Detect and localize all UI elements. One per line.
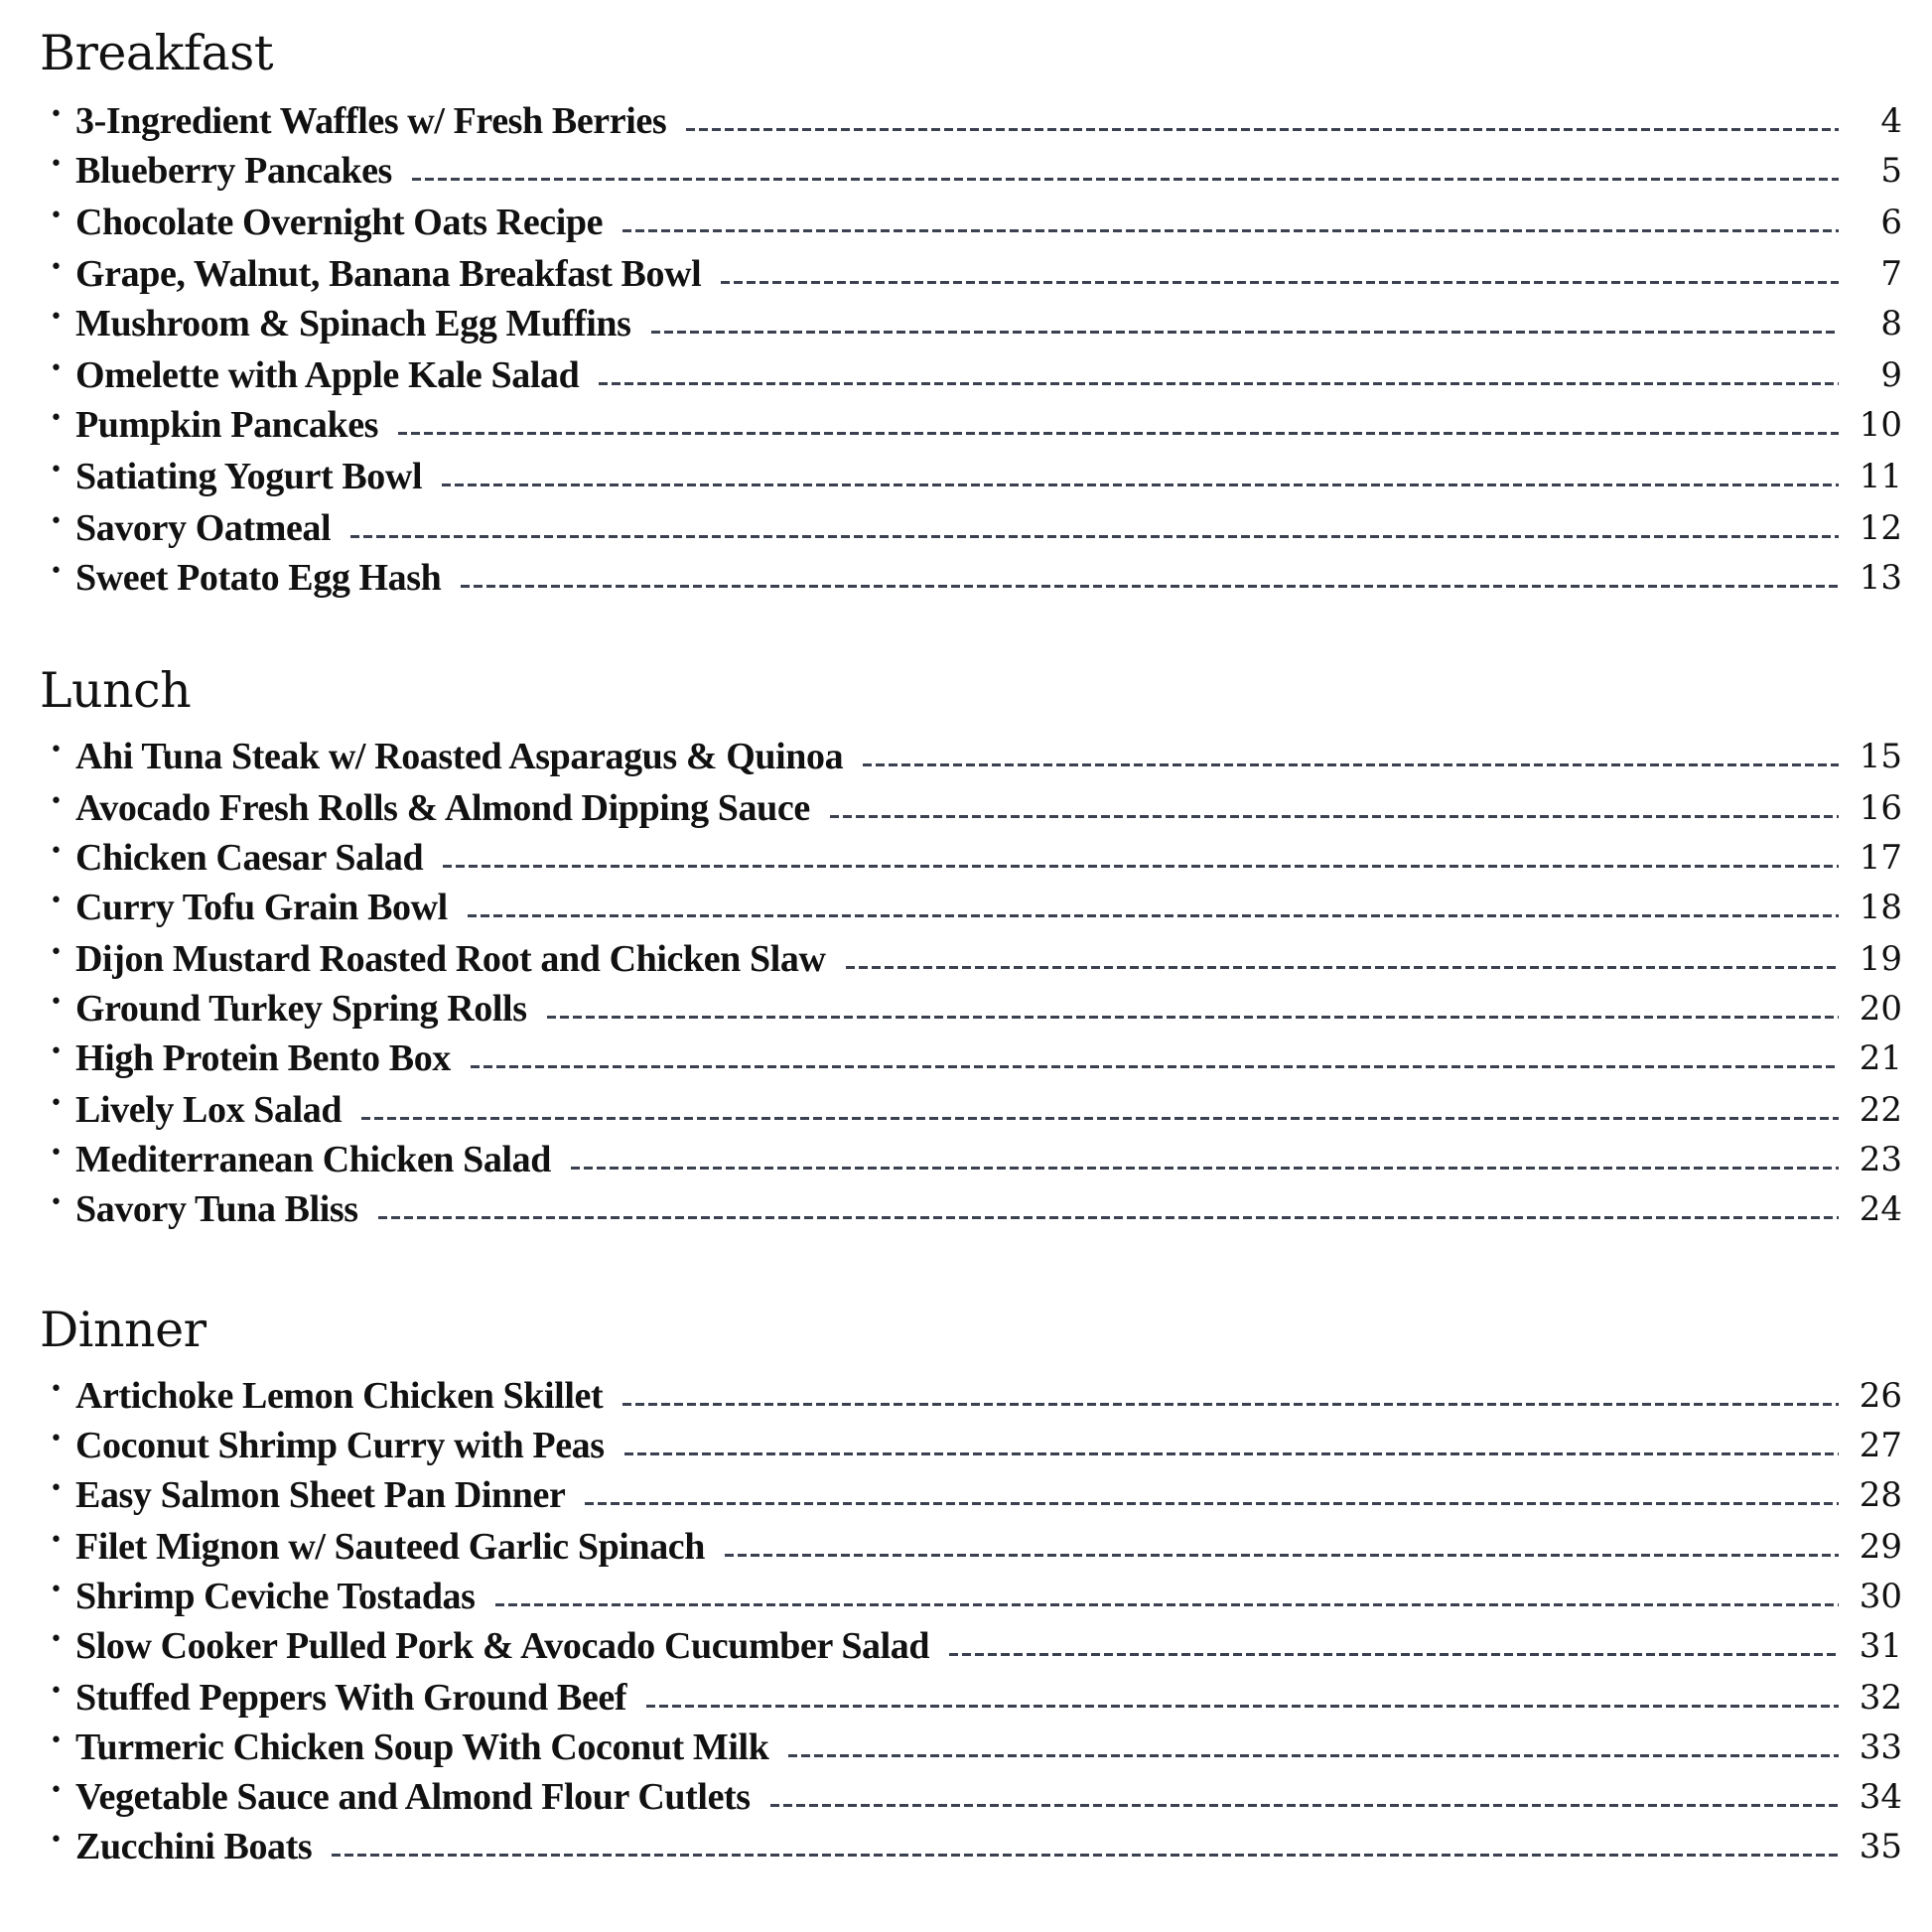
entry-title: Mediterranean Chicken Salad	[75, 1139, 551, 1180]
toc-entry[interactable]	[48, 1465, 1902, 1515]
bullet-icon: •	[50, 1190, 63, 1215]
bullet-icon: •	[50, 1528, 63, 1553]
dot-leader	[443, 865, 1839, 868]
page-number: 33	[1859, 1727, 1902, 1767]
dot-leader	[646, 1705, 1839, 1708]
toc-entry[interactable]	[48, 141, 1902, 191]
entry-title: Ground Turkey Spring Rolls	[75, 988, 527, 1030]
page-number: 11	[1859, 457, 1902, 496]
toc-entry[interactable]	[48, 395, 1902, 445]
entry-title: Shrimp Ceviche Tostadas	[75, 1576, 476, 1617]
dot-leader	[398, 432, 1839, 435]
entry-title: Satiating Yogurt Bowl	[75, 456, 423, 497]
page-number: 19	[1859, 939, 1902, 979]
section-lunch	[0, 661, 1932, 1257]
entry-title: 3-Ingredient Waffles w/ Fresh Berries	[75, 100, 667, 142]
toc-entry[interactable]	[48, 828, 1902, 878]
section-title: Lunch	[40, 662, 192, 719]
toc-entry[interactable]	[48, 91, 1902, 141]
dot-leader	[721, 281, 1839, 284]
bullet-icon: •	[50, 1377, 63, 1402]
dot-leader	[442, 483, 1839, 486]
bullet-icon: •	[50, 1141, 63, 1166]
page-number: 6	[1880, 203, 1902, 242]
bullet-icon: •	[50, 1828, 63, 1853]
toc-entry[interactable]	[48, 447, 1902, 496]
page-number: 32	[1859, 1678, 1902, 1718]
dot-leader	[461, 585, 1839, 588]
bullet-icon: •	[50, 509, 63, 534]
page-number: 29	[1859, 1527, 1902, 1567]
toc-entry[interactable]	[48, 548, 1902, 598]
page-number: 4	[1880, 101, 1902, 141]
dot-leader	[622, 1403, 1839, 1406]
entry-title: Chicken Caesar Salad	[75, 837, 424, 879]
entry-title: Lively Lox Salad	[75, 1089, 343, 1131]
section-title: Dinner	[40, 1302, 207, 1358]
bullet-icon: •	[50, 1728, 63, 1753]
entry-title: Stuffed Peppers With Ground Beef	[75, 1677, 627, 1719]
entry-title: Turmeric Chicken Soup With Coconut Milk	[75, 1726, 769, 1768]
entry-title: Mushroom & Spinach Egg Muffins	[75, 303, 631, 345]
toc-entry[interactable]	[48, 1130, 1902, 1179]
dot-leader	[495, 1603, 1839, 1606]
bullet-icon: •	[50, 1627, 63, 1652]
page-number: 12	[1859, 508, 1902, 548]
entry-title: Savory Tuna Bliss	[75, 1188, 358, 1230]
dot-leader	[725, 1554, 1839, 1557]
toc-entry[interactable]	[48, 1616, 1902, 1666]
page-number: 35	[1859, 1827, 1902, 1866]
entry-title: Slow Cooker Pulled Pork & Avocado Cucumber Salad	[75, 1625, 930, 1667]
entry-title: Filet Mignon w/ Sauteed Garlic Spinach	[75, 1526, 705, 1568]
page-number: 7	[1880, 254, 1902, 294]
toc-entry[interactable]	[48, 929, 1902, 979]
bullet-icon: •	[50, 356, 63, 381]
toc-entry[interactable]	[48, 878, 1902, 927]
entry-title: Ahi Tuna Steak w/ Roasted Asparagus & Quinoa	[75, 736, 844, 777]
entry-title: Vegetable Sauce and Almond Flour Cutlets	[75, 1776, 751, 1818]
entry-list	[0, 661, 1932, 1257]
toc-entry[interactable]	[48, 1179, 1902, 1229]
dot-leader	[350, 535, 1839, 538]
entry-title: Chocolate Overnight Oats Recipe	[75, 202, 604, 243]
bullet-icon: •	[50, 152, 63, 177]
toc-entry[interactable]	[48, 345, 1902, 395]
toc-entry[interactable]	[48, 1718, 1902, 1767]
entry-title: Dijon Mustard Roasted Root and Chicken Slaw	[75, 938, 826, 980]
dot-leader	[863, 763, 1839, 766]
toc-entry[interactable]	[48, 1080, 1902, 1130]
section-title: Breakfast	[40, 25, 274, 81]
bullet-icon: •	[50, 1039, 63, 1064]
toc-entry[interactable]	[48, 979, 1902, 1029]
dot-leader	[624, 1452, 1839, 1455]
dot-leader	[830, 815, 1839, 818]
page-number: 20	[1859, 989, 1902, 1029]
dot-leader	[651, 331, 1839, 334]
toc-entry[interactable]	[48, 1517, 1902, 1567]
dot-leader	[547, 1016, 1839, 1019]
bullet-icon: •	[50, 406, 63, 431]
bullet-icon: •	[50, 458, 63, 483]
entry-title: Pumpkin Pancakes	[75, 404, 379, 446]
page-number: 10	[1859, 405, 1902, 445]
toc-entry[interactable]	[48, 498, 1902, 548]
bullet-icon: •	[50, 255, 63, 280]
dot-leader	[770, 1804, 1839, 1807]
page-number: 17	[1859, 838, 1902, 878]
bullet-icon: •	[50, 1427, 63, 1451]
entry-title: Zucchini Boats	[75, 1826, 313, 1867]
entry-title: Blueberry Pancakes	[75, 150, 392, 192]
bullet-icon: •	[50, 940, 63, 965]
toc-entry[interactable]	[48, 193, 1902, 242]
entry-list	[0, 24, 1932, 620]
dot-leader	[468, 914, 1839, 917]
dot-leader	[949, 1653, 1839, 1656]
dot-leader	[412, 178, 1839, 181]
dot-leader	[788, 1754, 1839, 1757]
bullet-icon: •	[50, 1476, 63, 1501]
entry-title: Omelette with Apple Kale Salad	[75, 354, 580, 396]
bullet-icon: •	[50, 1091, 63, 1116]
bullet-icon: •	[50, 1778, 63, 1803]
toc-entry[interactable]	[48, 1767, 1902, 1817]
entry-list	[0, 1301, 1932, 1916]
entry-title: Grape, Walnut, Banana Breakfast Bowl	[75, 253, 702, 295]
bullet-icon: •	[50, 839, 63, 864]
bullet-icon: •	[50, 204, 63, 228]
page-number: 22	[1859, 1090, 1902, 1130]
bullet-icon: •	[50, 559, 63, 584]
toc-entry[interactable]	[48, 778, 1902, 828]
toc-entry[interactable]	[48, 294, 1902, 344]
toc-entry[interactable]	[48, 244, 1902, 294]
entry-title: Savory Oatmeal	[75, 507, 332, 549]
entry-title: Easy Salmon Sheet Pan Dinner	[75, 1474, 566, 1516]
bullet-icon: •	[50, 789, 63, 814]
page-number: 31	[1859, 1626, 1902, 1666]
dot-leader	[332, 1854, 1839, 1857]
entry-title: High Protein Bento Box	[75, 1037, 451, 1079]
page-number: 21	[1859, 1038, 1902, 1078]
entry-title: Avocado Fresh Rolls & Almond Dipping Sauce	[75, 787, 810, 829]
bullet-icon: •	[50, 102, 63, 127]
toc-entry[interactable]	[48, 1668, 1902, 1718]
page-number: 9	[1880, 355, 1902, 395]
toc-entry[interactable]	[48, 1366, 1902, 1416]
page-number: 27	[1859, 1426, 1902, 1465]
dot-leader	[585, 1502, 1839, 1505]
toc-entry[interactable]	[48, 1567, 1902, 1616]
bullet-icon: •	[50, 305, 63, 330]
dot-leader	[471, 1065, 1839, 1068]
page-number: 28	[1859, 1475, 1902, 1515]
dot-leader	[361, 1117, 1839, 1120]
page-number: 34	[1859, 1777, 1902, 1817]
toc-entry[interactable]	[48, 1029, 1902, 1078]
page-number: 13	[1859, 558, 1902, 598]
page-number: 23	[1859, 1140, 1902, 1179]
page-number: 18	[1859, 888, 1902, 927]
bullet-icon: •	[50, 1578, 63, 1602]
page-number: 30	[1859, 1577, 1902, 1616]
bullet-icon: •	[50, 889, 63, 913]
dot-leader	[571, 1167, 1839, 1170]
page-number: 24	[1859, 1189, 1902, 1229]
toc-entry[interactable]	[48, 1817, 1902, 1866]
bullet-icon: •	[50, 1679, 63, 1704]
page-number: 5	[1880, 151, 1902, 191]
dot-leader	[378, 1216, 1839, 1219]
toc-entry[interactable]	[48, 727, 1902, 776]
dot-leader	[686, 128, 1839, 131]
bullet-icon: •	[50, 738, 63, 762]
page-number: 26	[1859, 1376, 1902, 1416]
entry-title: Sweet Potato Egg Hash	[75, 557, 442, 599]
entry-title: Artichoke Lemon Chicken Skillet	[75, 1375, 604, 1417]
entry-title: Coconut Shrimp Curry with Peas	[75, 1425, 605, 1466]
entry-title: Curry Tofu Grain Bowl	[75, 887, 448, 928]
section-breakfast	[0, 24, 1932, 620]
section-dinner	[0, 1301, 1932, 1916]
bullet-icon: •	[50, 990, 63, 1015]
page-number: 15	[1859, 737, 1902, 776]
page-number: 16	[1859, 788, 1902, 828]
page-number: 8	[1880, 304, 1902, 344]
dot-leader	[599, 382, 1839, 385]
dot-leader	[622, 229, 1839, 232]
toc-entry[interactable]	[48, 1416, 1902, 1465]
dot-leader	[846, 966, 1839, 969]
